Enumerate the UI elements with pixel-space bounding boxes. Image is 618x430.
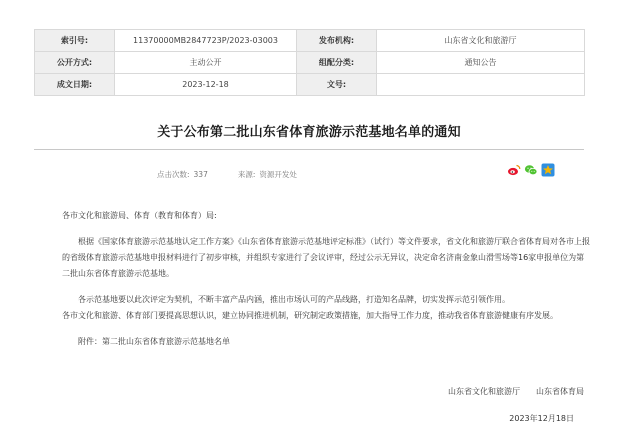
docno-value xyxy=(377,74,585,96)
publisher-label: 发布机构: xyxy=(297,30,377,52)
paragraph-2b: 各市文化和旅游、体育部门要提高思想认识，建立协同推进机制，研究制定政策措施，加大指导工作力度，推动我省体育旅游健康有序发展。 xyxy=(62,311,558,320)
clicks-label: 点击次数: xyxy=(157,170,190,179)
source-label: 来源: xyxy=(237,170,256,179)
weibo-icon[interactable] xyxy=(507,163,521,177)
wechat-icon[interactable] xyxy=(524,163,538,177)
docno-label: 文号: xyxy=(297,74,377,96)
disclosure-label: 公开方式: xyxy=(35,52,115,74)
document-meta-table xyxy=(34,29,585,96)
attachment-line: 附件：第二批山东省体育旅游示范基地名单 xyxy=(78,337,230,346)
meta-row-2 xyxy=(35,52,585,74)
category-value: 通知公告 xyxy=(377,52,585,74)
sign-date: 2023年12月18日 xyxy=(509,414,574,423)
publisher-value: 山东省文化和旅游厅 xyxy=(377,30,585,52)
index-value: 11370000MB2847723P/2023-03003 xyxy=(115,30,297,52)
paragraph-2a: 各示范基地要以此次评定为契机，不断丰富产品内涵，推出市场认可的产品线路，打造知名品牌，切实发挥示范引领作用。 xyxy=(78,295,510,304)
article-info xyxy=(157,169,301,180)
salutation: 各市文化和旅游局、体育（教育和体育）局: xyxy=(62,211,217,220)
article-body xyxy=(62,208,590,350)
disclosure-value: 主动公开 xyxy=(115,52,297,74)
page-title: 关于公布第二批山东省体育旅游示范基地名单的通知 xyxy=(157,125,461,140)
paragraph-1: 根据《国家体育旅游示范基地认定工作方案》《山东省体育旅游示范基地评定标准》（试行）等文件要求，省文化和旅游厅联合省体育局对各市上报的省级体育旅游示范基地申报材料进行了初步审核，并组织专家进行了会议评审，经过公示无异议，决定命名济南金象山滑雪场等16家申报单位为第二批山东省体育旅游示范基地。 xyxy=(62,237,590,278)
date-label: 成文日期: xyxy=(35,74,115,96)
title-divider xyxy=(34,149,584,150)
source-value: 资源开发处 xyxy=(259,170,297,179)
share-bar xyxy=(507,163,555,177)
qzone-star-icon[interactable] xyxy=(541,163,555,177)
meta-row-1 xyxy=(35,30,585,52)
meta-row-3 xyxy=(35,74,585,96)
signature: 山东省文化和旅游厅 山东省体育局 xyxy=(448,387,584,396)
clicks-value: 337 xyxy=(193,170,208,179)
index-label: 索引号: xyxy=(35,30,115,52)
date-value: 2023-12-18 xyxy=(115,74,297,96)
category-label: 组配分类: xyxy=(297,52,377,74)
